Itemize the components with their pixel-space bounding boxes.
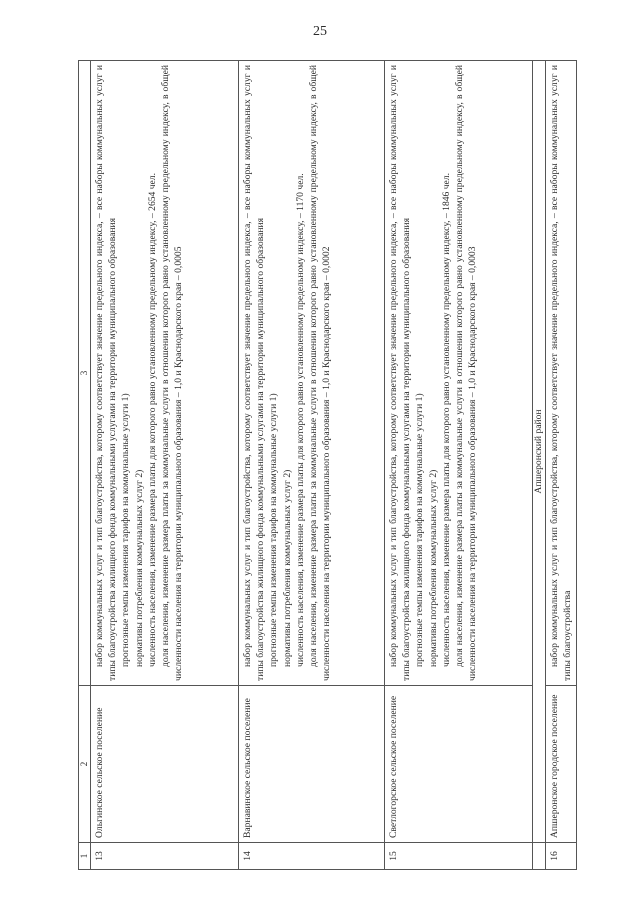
rotated-table-container — [78, 60, 574, 870]
description-paragraph: численность населения, изменение размера платы для которого равно установленному предельному индексу, – 1846 чел. — [440, 173, 452, 667]
settlement-name: Варнавинское сельское поселение — [239, 686, 385, 843]
description-paragraph: набор коммунальных услуг и тип благоустройства, которому соответствует значение предельного индекса, – все наборы коммунальных услуг и типы благоустройства жилищного фонда коммунальными услугами на территории муниципального образования — [94, 65, 119, 681]
description-paragraph: набор коммунальных услуг и тип благоустройства, которому соответствует значение предельного индекса, – все наборы коммунальных услуг и типы благоустройства — [549, 65, 574, 681]
header-row — [79, 61, 91, 870]
settlement-name: Светлогорское сельское поселение — [385, 686, 533, 843]
table-row — [546, 61, 577, 870]
header-col-3: 3 — [79, 61, 91, 686]
description-paragraph: прогнозные темпы изменения тарифов на коммунальные услуги 1) — [268, 393, 280, 667]
description-paragraph: нормативы потребления коммунальных услуг 2) — [133, 469, 145, 667]
tariff-table — [78, 60, 577, 870]
description-paragraph: нормативы потребления коммунальных услуг 2) — [427, 469, 439, 667]
row-number: 14 — [239, 843, 385, 870]
table-row — [91, 61, 239, 870]
description-paragraph: прогнозные темпы изменения тарифов на коммунальные услуги 1) — [414, 393, 426, 667]
header-col-1: 1 — [79, 843, 91, 870]
page-number: 25 — [313, 24, 327, 39]
description-paragraph: доля населения, изменение размера платы за коммунальные услуги в отношении которого равно установленному предельному индексу, в общей численности населения на территории муниципального образования – 1,0 и Краснодарского края – 0,0002 — [308, 65, 333, 681]
description-paragraph: численность населения, изменение размера платы для которого равно установленному предельному индексу, – 1170 чел. — [294, 173, 306, 667]
row-number: 16 — [546, 843, 577, 870]
table-row — [239, 61, 385, 870]
description-paragraph: доля населения, изменение размера платы за коммунальные услуги в отношении которого равно установленному предельному индексу, в общей численности населения на территории муниципального образования – 1,0 и Краснодарского края – 0,0005 — [160, 65, 185, 681]
settlement-name: Ольгинское сельское поселение — [91, 686, 239, 843]
header-col-2: 2 — [79, 686, 91, 843]
region-spacer — [533, 843, 546, 870]
row-description — [546, 61, 577, 686]
region-row — [533, 61, 546, 870]
row-description — [239, 61, 385, 686]
description-paragraph: нормативы потребления коммунальных услуг 2) — [281, 469, 293, 667]
row-number: 15 — [385, 843, 533, 870]
description-paragraph: численность населения, изменение размера платы для которого равно установленному предельному индексу, – 2654 чел. — [146, 173, 158, 667]
description-paragraph: прогнозные темпы изменения тарифов на коммунальные услуги 1) — [120, 393, 132, 667]
row-number: 13 — [91, 843, 239, 870]
row-description — [385, 61, 533, 686]
description-paragraph: доля населения, изменение размера платы за коммунальные услуги в отношении которого равно установленному предельному индексу, в общей численности населения на территории муниципального образования – 1,0 и Краснодарского края – 0,0003 — [454, 65, 479, 681]
settlement-name: Апшеронское городское поселение — [546, 686, 577, 843]
table-row — [385, 61, 533, 870]
description-paragraph: набор коммунальных услуг и тип благоустройства, которому соответствует значение предельного индекса, – все наборы коммунальных услуг и типы благоустройства жилищного фонда коммунальными услугами на территории муниципального образования — [388, 65, 413, 681]
region-title: Апшеронский район — [533, 61, 546, 843]
row-description — [91, 61, 239, 686]
description-paragraph: набор коммунальных услуг и тип благоустройства, которому соответствует значение предельного индекса, – все наборы коммунальных услуг и типы благоустройства жилищного фонда коммунальными услугами на территории муниципального образования — [242, 65, 267, 681]
